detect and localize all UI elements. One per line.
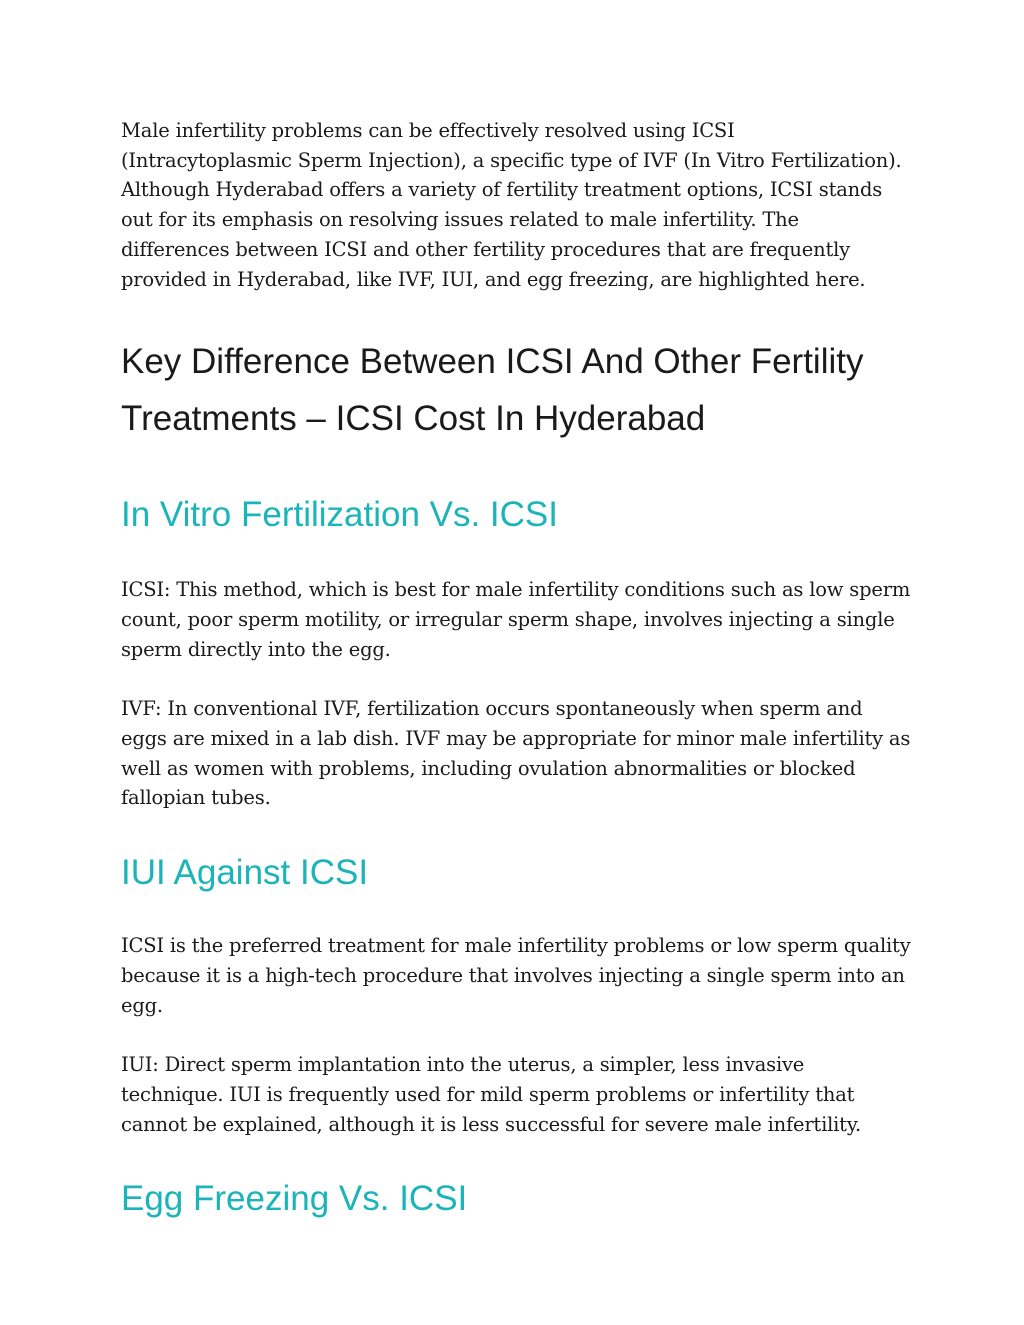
main-heading: Key Difference Between ICSI And Other Fertility Treatments – ICSI Cost In Hyderabad: [121, 342, 864, 439]
section-heading-ivf-vs-icsi: In Vitro Fertilization Vs. ICSI: [121, 495, 559, 535]
document-page: [121, 116, 911, 1219]
paragraph-ivf-description: IVF: In conventional IVF, fertilization occurs spontaneously when sperm and eggs are mixed in a lab dish. IVF may be appropriate for minor male infertility as well as women with problems, including ovulation abnormalities or blocked fallopian tubes.: [121, 697, 911, 810]
paragraph-iui-description: IUI: Direct sperm implantation into the uterus, a simpler, less invasive technique. IUI is frequently used for mild sperm problems or infertility that cannot be explained, although it is less successful for severe male infertility.: [121, 1053, 862, 1136]
paragraph-icsi-description: ICSI: This method, which is best for male infertility conditions such as low sperm count, poor sperm motility, or irregular sperm shape, involves injecting a single sperm directly into the egg.: [121, 578, 911, 661]
intro-paragraph: Male infertility problems can be effectively resolved using ICSI (Intracytoplasmic Sperm Injection), a specific type of IVF (In Vitro Fertilization). Although Hyderabad offers a variety of fertility treatment options, ICSI stands out for its emphasis on resolving issues related to male infertility. The differences between ICSI and other fertility procedures that are frequently provided in Hyderabad, like IVF, IUI, and egg freezing, are highlighted here.: [121, 119, 902, 291]
section-heading-egg-freezing-vs-icsi: Egg Freezing Vs. ICSI: [121, 1179, 468, 1219]
section-heading-iui-vs-icsi: IUI Against ICSI: [121, 853, 369, 893]
paragraph-icsi-preferred: ICSI is the preferred treatment for male infertility problems or low sperm quality because it is a high-tech procedure that involves injecting a single sperm into an egg.: [121, 934, 911, 1017]
